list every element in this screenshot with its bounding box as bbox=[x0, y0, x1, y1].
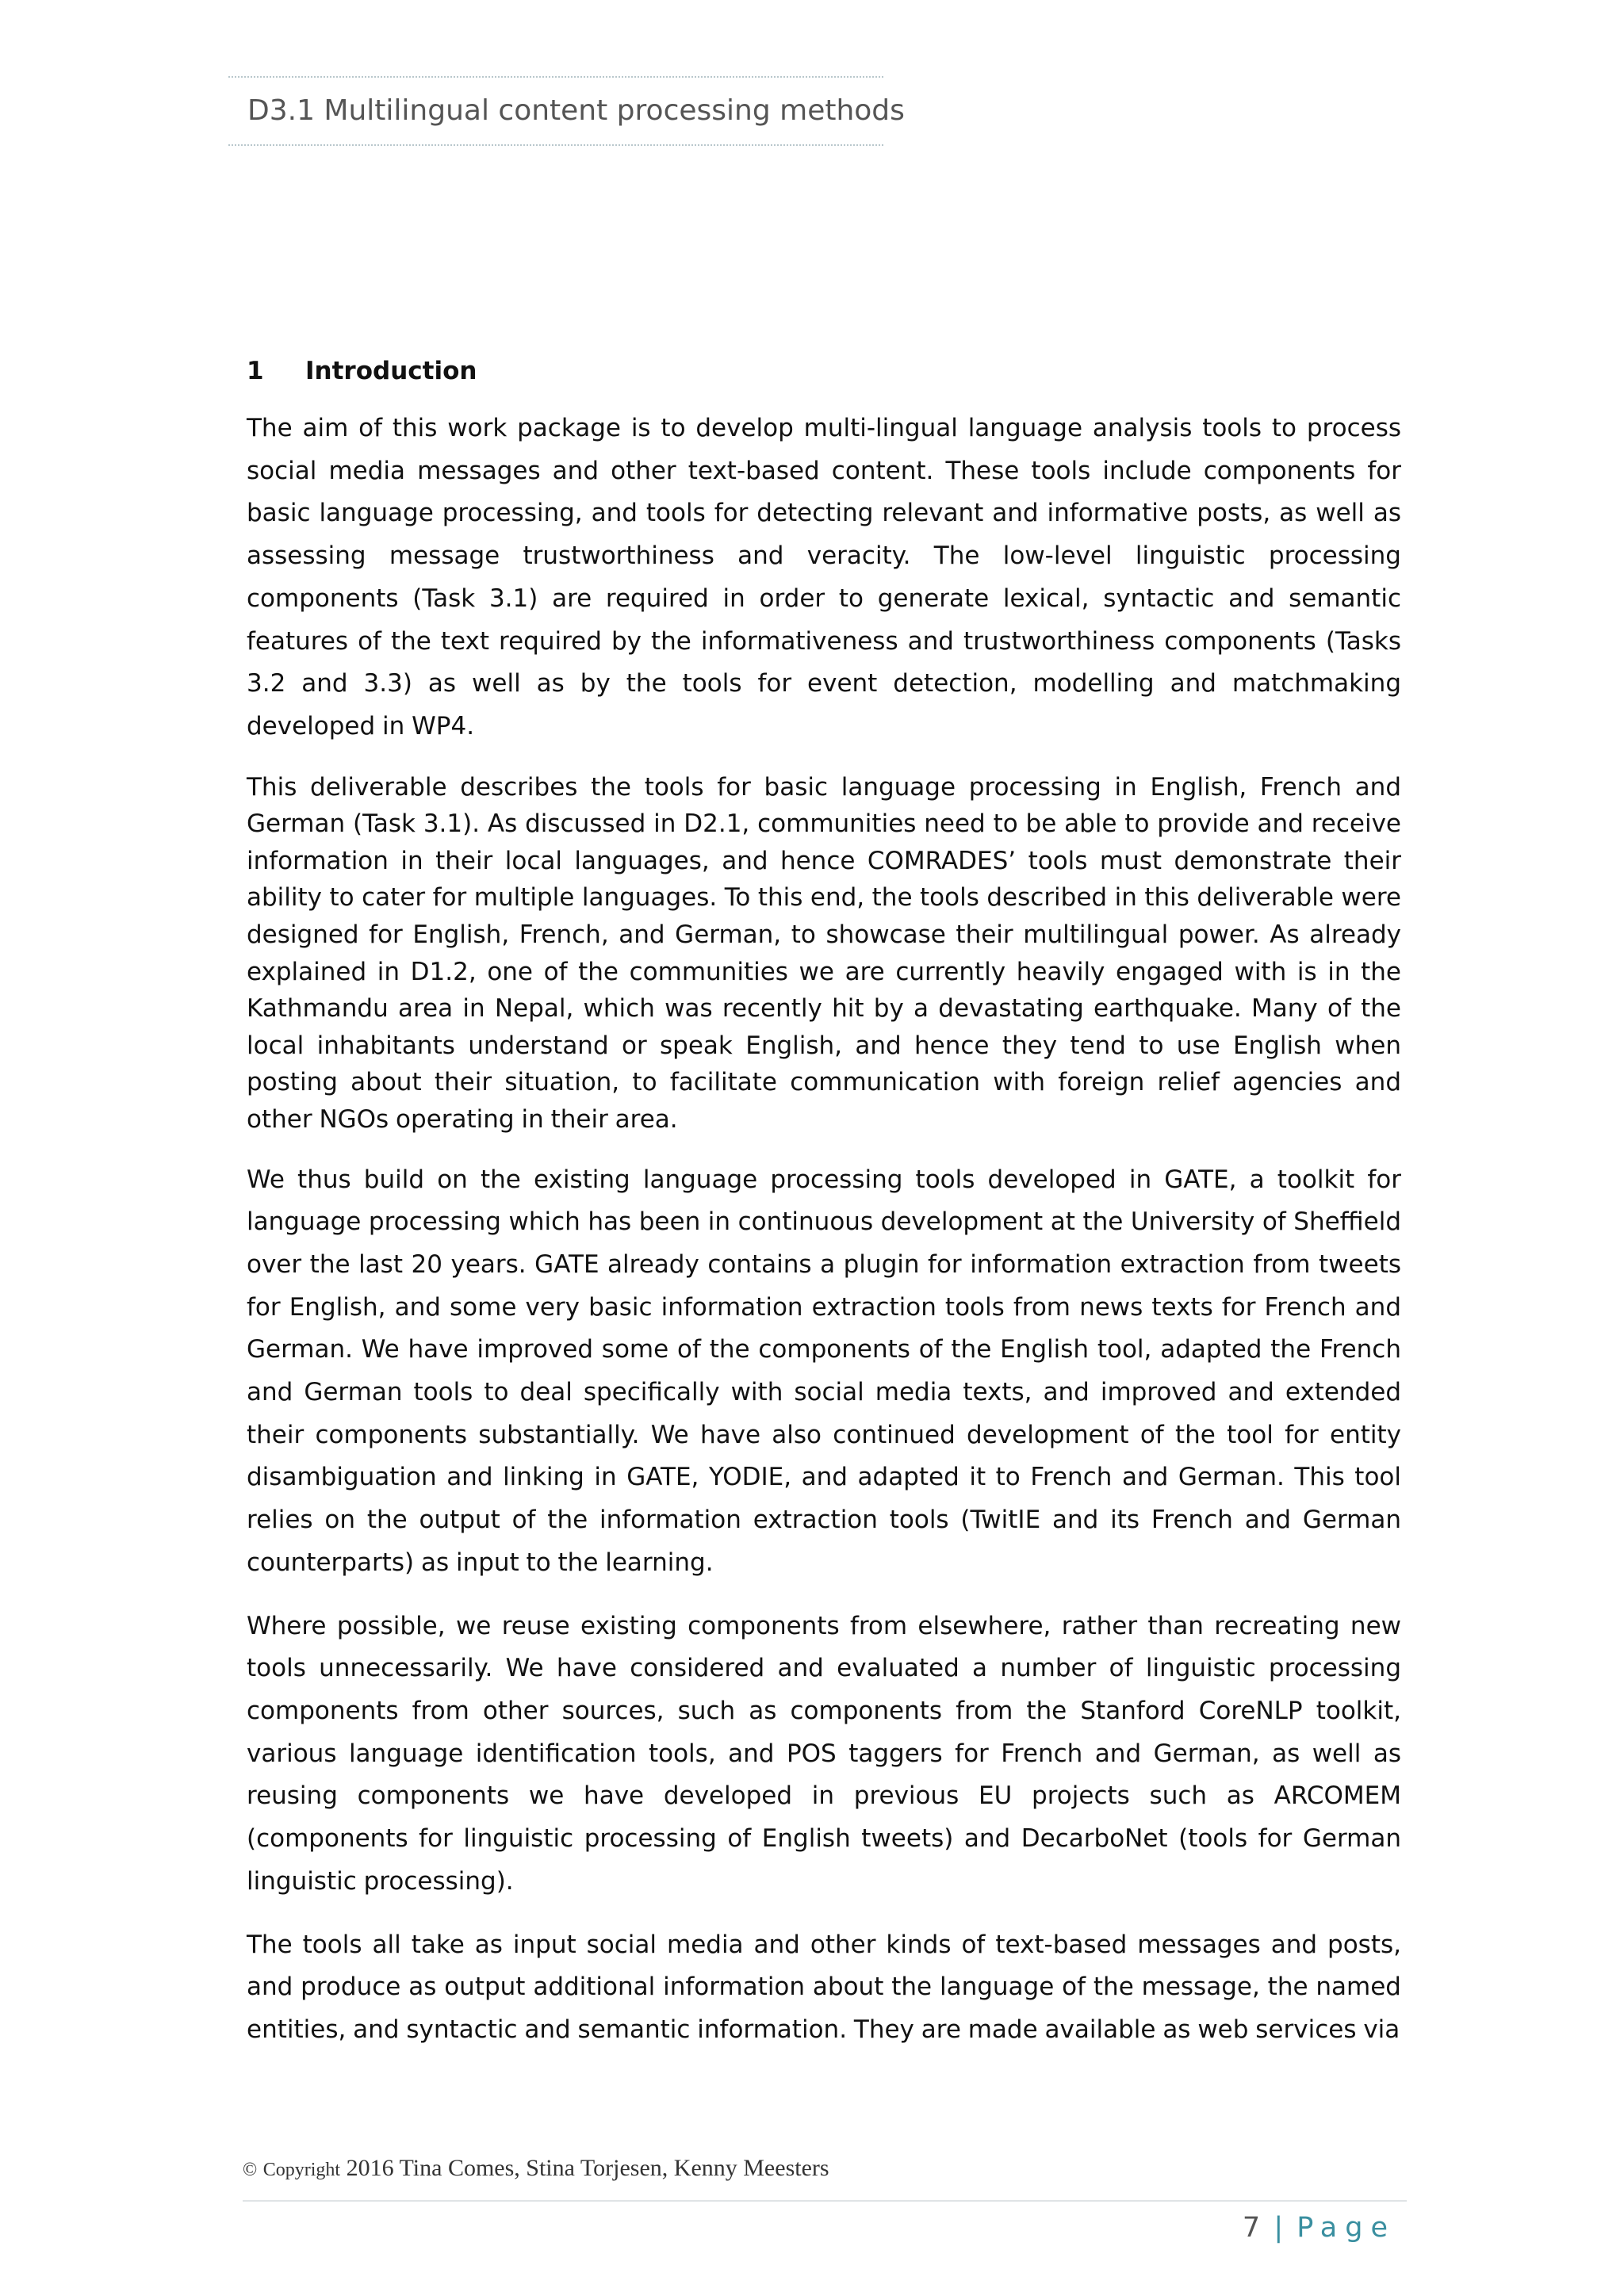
copyright-text: 2016 Tina Comes, Stina Torjesen, Kenny Meesters bbox=[346, 2155, 829, 2181]
header-title: D3.1 Multilingual content processing methods bbox=[247, 94, 905, 127]
paragraph-reuse-components: Where possible, we reuse existing components from elsewhere, rather than recreating new tools unnecessarily. We have considered and evaluated a number of linguistic processing components from other sources, such as components from the Stanford CoreNLP toolkit, various language identification tools, and POS taggers for French and German, as well as reusing components we have developed in previous EU projects such as ARCOMEM (components for linguistic processing of English tweets) and DecarboNet (tools for German linguistic processing). bbox=[247, 1611, 1401, 1896]
page-number-block bbox=[1243, 2212, 1396, 2244]
copyright-word: Copyright bbox=[262, 2160, 341, 2180]
section-number: 1 bbox=[247, 357, 264, 385]
footer-copyright bbox=[243, 2155, 829, 2182]
page-word: Page bbox=[1297, 2212, 1396, 2244]
section-heading bbox=[247, 349, 1401, 393]
page-header bbox=[228, 76, 905, 146]
copyright-symbol: © bbox=[243, 2160, 258, 2180]
page-separator: | bbox=[1274, 2212, 1284, 2244]
paragraph-deliverable-scope: This deliverable describes the tools for basic language processing in English, French and German (Task 3.1). As discussed in D2.1, communities need to be able to provide and receive information in their local languages, and hence COMRADES’ tools must demonstrate their ability to cater for multiple languages. To this end, the tools described in this deliverable were designed for English, French, and German, to showcase their multilingual power. As already explained in D1.2, one of the communities we are currently heavily engaged with is in the Kathmandu area in Nepal, which was recently hit by a devastating earthquake. Many of the local inhabitants understand or speak English, and hence they tend to use English when posting about their situation, to facilitate communication with foreign relief agencies and other NGOs operating in their area. bbox=[247, 772, 1401, 1134]
paragraph-intro-aim: The aim of this work package is to develop multi-lingual language analysis tools to process social media messages and other text-based content. These tools include components for basic language processing, and tools for detecting relevant and informative posts, as well as assessing message trustworthiness and veracity. The low-level linguistic processing components (Task 3.1) are required in order to generate lexical, syntactic and semantic features of the text required by the informativeness and trustworthiness components (Tasks 3.2 and 3.3) as well as by the tools for event detection, modelling and matchmaking developed in WP4. bbox=[247, 414, 1401, 740]
page-number: 7 bbox=[1242, 2212, 1261, 2244]
paragraph-tools-io: The tools all take as input social media and other kinds of text-based messages and posts, and produce as output additional information about the language of the message, the named entities, and syntactic and semantic information. They are made available as web services via bbox=[247, 1930, 1401, 2044]
footer-rule bbox=[243, 2200, 1407, 2202]
header-bottom-rule bbox=[228, 144, 883, 146]
page-body bbox=[247, 349, 1401, 2052]
paragraph-gate-tools: We thus build on the existing language processing tools developed in GATE, a toolkit for language processing which has been in continuous development at the University of Sheffield over the last 20 years. GATE already contains a plugin for information extraction from tweets for English, and some very basic information extraction tools from news texts for French and German. We have improved some of the components of the English tool, adapted the French and German tools to deal specifically with social media texts, and improved and extended their components substantially. We have also continued development of the tool for entity disambiguation and linking in GATE, YODIE, and adapted it to French and German. This tool relies on the output of the information extraction tools (TwitIE and its French and German counterparts) as input to the learning. bbox=[247, 1165, 1401, 1577]
section-title: Introduction bbox=[305, 357, 477, 385]
